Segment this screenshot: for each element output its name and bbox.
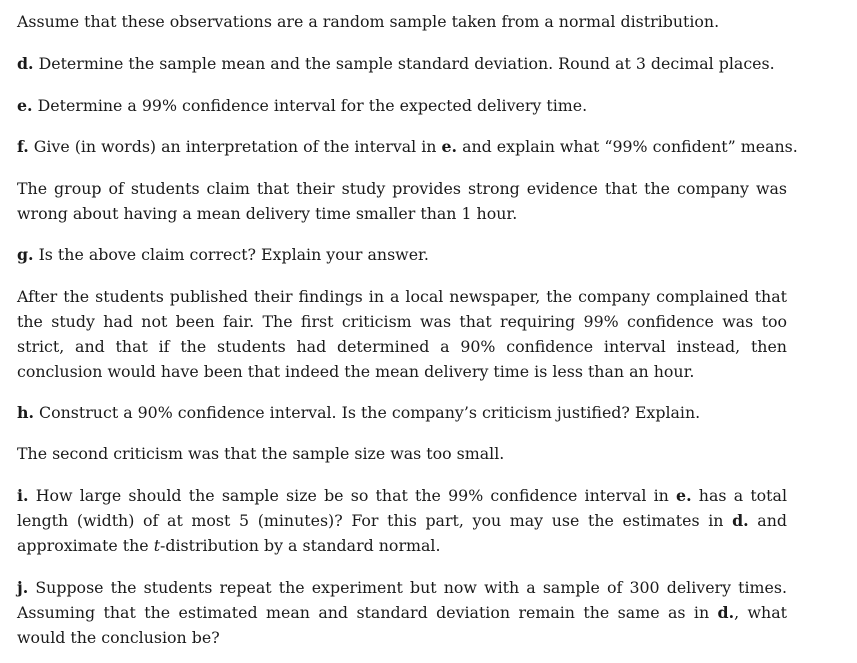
claim-paragraph [17, 176, 787, 226]
question-i [17, 483, 787, 558]
criticism1-paragraph [17, 284, 787, 384]
question-i-t-symbol: t [153, 536, 161, 555]
question-i-text-a: How large should the sample size be so that the 99% confidence interval in [28, 486, 677, 505]
question-e-label: e. [17, 96, 33, 115]
intro-paragraph [17, 9, 787, 34]
question-d-label: d. [17, 54, 34, 73]
question-h [17, 400, 787, 425]
question-i-ref-d: d. [732, 511, 749, 530]
question-j-ref-d: d. [717, 603, 735, 622]
question-i-text-c: and approximate the [17, 511, 788, 555]
claim-text: The group of students claim that their study provides strong evidence that the company was wrong about having a mean delivery time smaller than 1 hour. [17, 179, 787, 223]
question-d-text: Determine the sample mean and the sample standard deviation. Round at 3 decimal places. [33, 54, 775, 73]
question-e [17, 93, 787, 118]
question-f-text-b: and explain what “99% confident” means. [457, 137, 798, 156]
question-f-ref: e. [441, 137, 458, 156]
criticism2-text: The second criticism was that the sample size was too small. [17, 444, 505, 463]
question-g-label: g. [17, 245, 34, 264]
intro-text: Assume that these observations are a random sample taken from a normal distribution. [17, 12, 720, 31]
question-i-text-b: has a total length (width) of at most 5 (minutes)? For this part, you may use the estimates in [17, 486, 787, 530]
question-d [17, 51, 787, 76]
question-g [17, 242, 787, 267]
question-f-text-a: Give (in words) an interpretation of the interval in [28, 137, 442, 156]
question-f-label: f. [17, 137, 29, 156]
question-h-text: Construct a 90% confidence interval. Is the company’s criticism justified? Explain. [34, 403, 701, 422]
question-h-label: h. [17, 403, 34, 422]
question-j [17, 575, 787, 650]
question-i-ref-e: e. [676, 486, 692, 505]
question-j-label: j. [17, 578, 29, 597]
question-j-text-a: Suppose the students repeat the experiment but now with a sample of 300 delivery times. Assuming that the estimated mean and standard deviation remain the same as in [17, 578, 787, 622]
question-f [17, 134, 798, 159]
criticism2-paragraph [17, 441, 787, 466]
question-i-label: i. [17, 486, 29, 505]
question-i-text-d: -distribution by a standard normal. [160, 536, 441, 555]
question-g-text: Is the above claim correct? Explain your answer. [33, 245, 429, 264]
criticism1-text: After the students published their findings in a local newspaper, the company complained that the study had not been fair. The first criticism was that requiring 99% confidence was too strict, and that if the students had determined a 90% confidence interval instead, then conclusion would have been that indeed the mean delivery time is less than an hour. [17, 287, 787, 381]
question-j-text-b: , what would the conclusion be? [17, 603, 787, 647]
question-e-text: Determine a 99% confidence interval for the expected delivery time. [32, 96, 588, 115]
